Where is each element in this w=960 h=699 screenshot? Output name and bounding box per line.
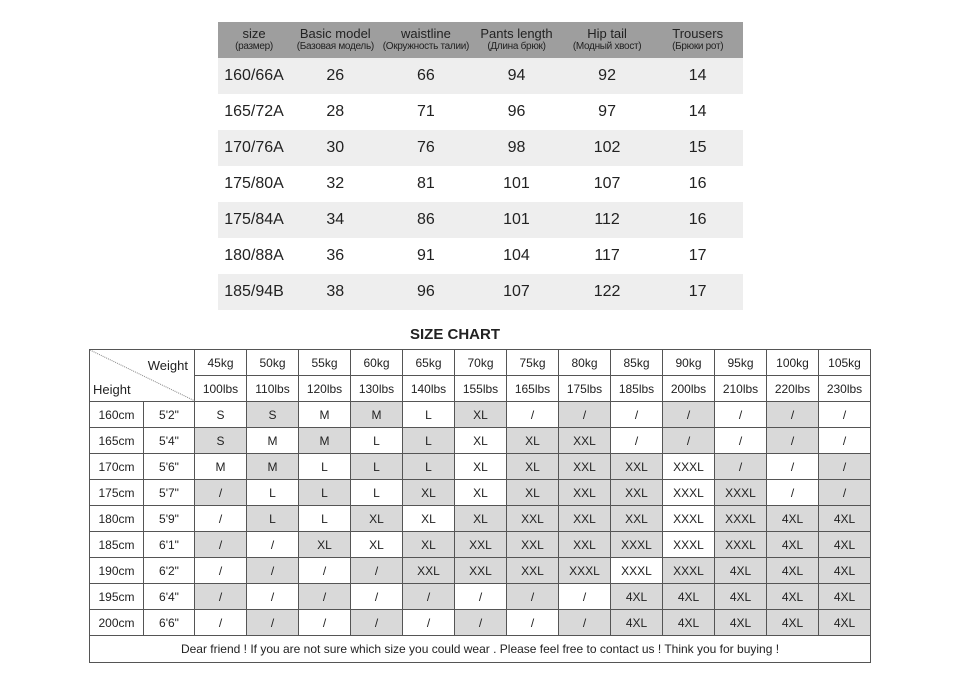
size-cell: M [247,428,299,454]
measurement-cell: 117 [594,247,620,264]
measurement-cell: 34 [326,211,345,228]
weight-lbs-header: 185lbs [611,376,663,402]
size-cell: XXXL [663,532,715,558]
size-cell: / [455,610,507,636]
measurement-header-cell [652,27,743,53]
height-row [90,506,871,532]
size-chart-title: SIZE CHART [410,326,500,343]
size-cell: XXL [455,558,507,584]
size-cell: XXL [507,558,559,584]
size-cell: 4XL [819,558,871,584]
size-cell: / [663,428,715,454]
measurement-cell: 101 [503,175,530,192]
size-cell: XL [507,428,559,454]
size-cell: M [299,402,351,428]
weight-axis-label: Weight [147,358,188,373]
header-label-ru: (Базовая модель) [296,41,374,52]
measurement-cell: 16 [688,175,707,192]
size-cell: XL [455,402,507,428]
weight-kg-header: 105kg [819,350,871,376]
size-cell: L [299,506,351,532]
size-cell: 4XL [663,610,715,636]
size-cell: / [559,610,611,636]
measurement-cell: 71 [416,103,435,120]
size-cell: / [507,402,559,428]
header-label-ru: (Окружность талии) [382,41,470,52]
height-cm-cell: 195cm [90,584,144,610]
measurement-cell: 28 [326,103,345,120]
weight-kg-row [90,350,871,376]
size-cell: / [507,610,559,636]
weight-kg-header: 90kg [663,350,715,376]
weight-lbs-header: 100lbs [195,376,247,402]
size-cell: 4XL [715,584,767,610]
size-cell: 4XL [819,506,871,532]
size-cell: / [611,402,663,428]
size-cell: / [611,428,663,454]
measurement-cell: 98 [507,139,526,156]
size-cell: / [715,402,767,428]
size-cell: / [299,558,351,584]
size-cell: / [195,610,247,636]
size-cell: M [351,402,403,428]
measurement-cell: 17 [688,283,707,300]
size-cell: XXXL [663,506,715,532]
height-ft-cell: 6'6" [144,610,195,636]
size-cell: / [767,428,819,454]
header-label-ru: (размер) [235,41,273,52]
measurement-cell: 14 [688,103,707,120]
header-label-en: Trousers [672,26,724,41]
size-cell: 4XL [819,610,871,636]
size-cell: L [403,428,455,454]
size-cell: 4XL [819,532,871,558]
measurement-cell: 32 [326,175,345,192]
size-cell: XL [455,480,507,506]
size-cell: / [767,454,819,480]
size-cell: / [455,584,507,610]
weight-kg-header: 65kg [403,350,455,376]
height-ft-cell: 5'9" [144,506,195,532]
measurement-row [218,166,743,202]
size-cell: XXXL [559,558,611,584]
header-label-en: size [242,26,266,41]
measurement-header-row [218,22,743,58]
size-cell: XXL [559,428,611,454]
weight-kg-header: 75kg [507,350,559,376]
height-cm-cell: 180cm [90,506,144,532]
size-cell: / [195,558,247,584]
size-cell: 4XL [767,610,819,636]
height-row [90,558,871,584]
height-ft-cell: 6'1" [144,532,195,558]
size-cell: / [195,532,247,558]
header-label-en: Hip tail [587,26,627,41]
weight-lbs-header: 140lbs [403,376,455,402]
measurement-cell: 101 [503,211,530,228]
size-cell: L [351,480,403,506]
header-label-ru: (Модный хвост) [572,41,642,52]
size-cell: XL [507,454,559,480]
size-cell: L [247,480,299,506]
size-cell: / [351,584,403,610]
header-label-ru: (Длина брюк) [487,41,546,52]
height-ft-cell: 5'2" [144,402,195,428]
weight-lbs-header: 165lbs [507,376,559,402]
size-cell: L [247,506,299,532]
measurement-cell: 122 [593,283,621,300]
measurement-cell: 66 [416,67,435,84]
size-cell: XL [299,532,351,558]
measurement-header-cell [290,27,381,53]
size-cell: 4XL [819,584,871,610]
size-cell: XXXL [663,558,715,584]
size-cell: / [195,584,247,610]
measurement-cell: 185/94B [224,283,284,300]
height-ft-cell: 5'6" [144,454,195,480]
size-cell: XXL [559,454,611,480]
height-cm-cell: 160cm [90,402,144,428]
weight-kg-header: 100kg [767,350,819,376]
weight-lbs-header: 130lbs [351,376,403,402]
measurement-cell: 160/66A [224,67,284,84]
size-cell: 4XL [715,558,767,584]
measurement-cell: 14 [688,67,707,84]
measurement-row [218,274,743,310]
footer-row [90,636,871,663]
measurement-header-cell [218,27,290,53]
size-cell: L [299,454,351,480]
weight-kg-header: 50kg [247,350,299,376]
size-cell: 4XL [715,610,767,636]
measurement-header-cell [562,27,653,53]
height-ft-cell: 6'4" [144,584,195,610]
size-cell: / [507,584,559,610]
measurement-row [218,58,743,94]
size-cell: XXL [559,480,611,506]
size-cell: 4XL [767,506,819,532]
weight-kg-header: 85kg [611,350,663,376]
size-cell: XXL [611,480,663,506]
height-row [90,584,871,610]
size-cell: L [403,454,455,480]
size-cell: XXL [611,454,663,480]
size-cell: L [351,428,403,454]
size-cell: / [247,584,299,610]
weight-kg-header: 55kg [299,350,351,376]
height-cm-cell: 170cm [90,454,144,480]
height-row [90,454,871,480]
weight-lbs-header: 110lbs [247,376,299,402]
weight-lbs-row [90,376,871,402]
footer-note: Dear friend ! If you are not sure which size you could wear . Please feel free to contact us ! Think you for buying ! [90,636,871,663]
size-cell: / [819,428,871,454]
measurement-header-cell [381,27,472,53]
size-cell: XL [351,506,403,532]
size-cell: XL [455,506,507,532]
size-cell: 4XL [767,532,819,558]
measurement-header-cell [471,27,562,53]
weight-lbs-header: 210lbs [715,376,767,402]
size-cell: M [195,454,247,480]
size-cell: L [299,480,351,506]
size-cell: XXL [559,532,611,558]
size-cell: / [247,610,299,636]
size-cell: S [195,402,247,428]
measurement-cell: 86 [416,211,435,228]
weight-lbs-header: 155lbs [455,376,507,402]
size-cell: XXL [455,532,507,558]
height-axis-label: Height [93,382,131,397]
height-cm-cell: 175cm [90,480,144,506]
measurement-cell: 180/88A [224,247,284,264]
size-cell: XL [351,532,403,558]
size-cell: XXXL [715,480,767,506]
size-cell: L [351,454,403,480]
measurement-cell: 165/72A [224,103,284,120]
size-cell: XXXL [715,506,767,532]
measurement-cell: 96 [507,103,526,120]
measurement-cell: 26 [326,67,345,84]
measurement-cell: 94 [507,67,526,84]
size-chart-grid [89,349,871,663]
size-cell: / [559,584,611,610]
size-cell: M [299,428,351,454]
size-cell: XL [403,506,455,532]
measurement-cell: 104 [503,247,530,264]
weight-lbs-header: 200lbs [663,376,715,402]
size-cell: / [351,558,403,584]
size-cell: / [195,480,247,506]
measurement-cell: 36 [326,247,345,264]
measurement-cell: 96 [416,283,435,300]
size-cell: XL [455,428,507,454]
measurement-cell: 97 [598,103,616,120]
measurement-cell: 38 [326,283,345,300]
size-cell: 4XL [767,558,819,584]
size-cell: 4XL [663,584,715,610]
measurement-row [218,202,743,238]
size-cell: / [403,584,455,610]
measurement-cell: 16 [688,211,707,228]
weight-kg-header: 95kg [715,350,767,376]
size-cell: XXL [507,506,559,532]
measurement-row [218,94,743,130]
size-cell: / [247,558,299,584]
weight-lbs-header: 120lbs [299,376,351,402]
measurement-row [218,238,743,274]
size-cell: S [247,402,299,428]
measurement-cell: 91 [416,247,435,264]
size-cell: / [715,454,767,480]
size-cell: XL [403,532,455,558]
size-cell: / [403,610,455,636]
height-row [90,532,871,558]
height-ft-cell: 5'4" [144,428,195,454]
size-cell: / [299,610,351,636]
header-label-en: Pants length [480,26,553,41]
weight-lbs-header: 220lbs [767,376,819,402]
measurement-cell: 175/80A [224,175,284,192]
weight-kg-header: 45kg [195,350,247,376]
measurement-cell: 30 [326,139,345,156]
measurement-cell: 175/84A [224,211,284,228]
header-corner [90,350,195,402]
measurement-table [218,22,743,310]
measurement-cell: 15 [688,139,707,156]
size-cell: M [247,454,299,480]
header-label-ru: (Брюки рот) [672,41,724,52]
height-cm-cell: 190cm [90,558,144,584]
header-label-en: Basic model [299,26,371,41]
height-ft-cell: 5'7" [144,480,195,506]
size-cell: XXXL [663,480,715,506]
size-cell: 4XL [611,584,663,610]
size-cell: / [195,506,247,532]
size-cell: XXXL [715,532,767,558]
height-row [90,402,871,428]
measurement-cell: 107 [503,283,530,300]
size-cell: / [715,428,767,454]
size-cell: / [819,480,871,506]
measurement-cell: 170/76A [224,139,284,156]
size-cell: / [247,532,299,558]
size-cell: XXL [559,506,611,532]
weight-lbs-header: 230lbs [819,376,871,402]
size-cell: / [767,402,819,428]
measurement-cell: 112 [594,211,620,228]
height-row [90,428,871,454]
size-cell: XL [507,480,559,506]
header-label-en: waistline [400,26,451,41]
measurement-row [218,130,743,166]
weight-kg-header: 80kg [559,350,611,376]
size-cell: S [195,428,247,454]
size-cell: / [767,480,819,506]
height-cm-cell: 185cm [90,532,144,558]
measurement-cell: 17 [688,247,707,264]
size-cell: / [351,610,403,636]
measurement-cell: 81 [416,175,435,192]
weight-lbs-header: 175lbs [559,376,611,402]
height-ft-cell: 6'2" [144,558,195,584]
size-cell: / [559,402,611,428]
size-cell: 4XL [767,584,819,610]
measurement-cell: 102 [593,139,621,156]
size-cell: XXL [403,558,455,584]
size-cell: L [403,402,455,428]
size-cell: XXXL [663,454,715,480]
size-cell: XXL [611,506,663,532]
size-cell: / [819,402,871,428]
measurement-cell: 107 [593,175,621,192]
size-cell: XXL [507,532,559,558]
height-cm-cell: 165cm [90,428,144,454]
weight-kg-header: 70kg [455,350,507,376]
size-cell: / [299,584,351,610]
weight-kg-header: 60kg [351,350,403,376]
height-row [90,610,871,636]
size-cell: / [663,402,715,428]
size-cell: XXXL [611,558,663,584]
size-cell: XL [455,454,507,480]
size-cell: / [819,454,871,480]
size-cell: XXXL [611,532,663,558]
measurement-cell: 76 [416,139,435,156]
size-cell: XL [403,480,455,506]
measurement-cell: 92 [598,67,616,84]
height-cm-cell: 200cm [90,610,144,636]
size-cell: 4XL [611,610,663,636]
height-row [90,480,871,506]
